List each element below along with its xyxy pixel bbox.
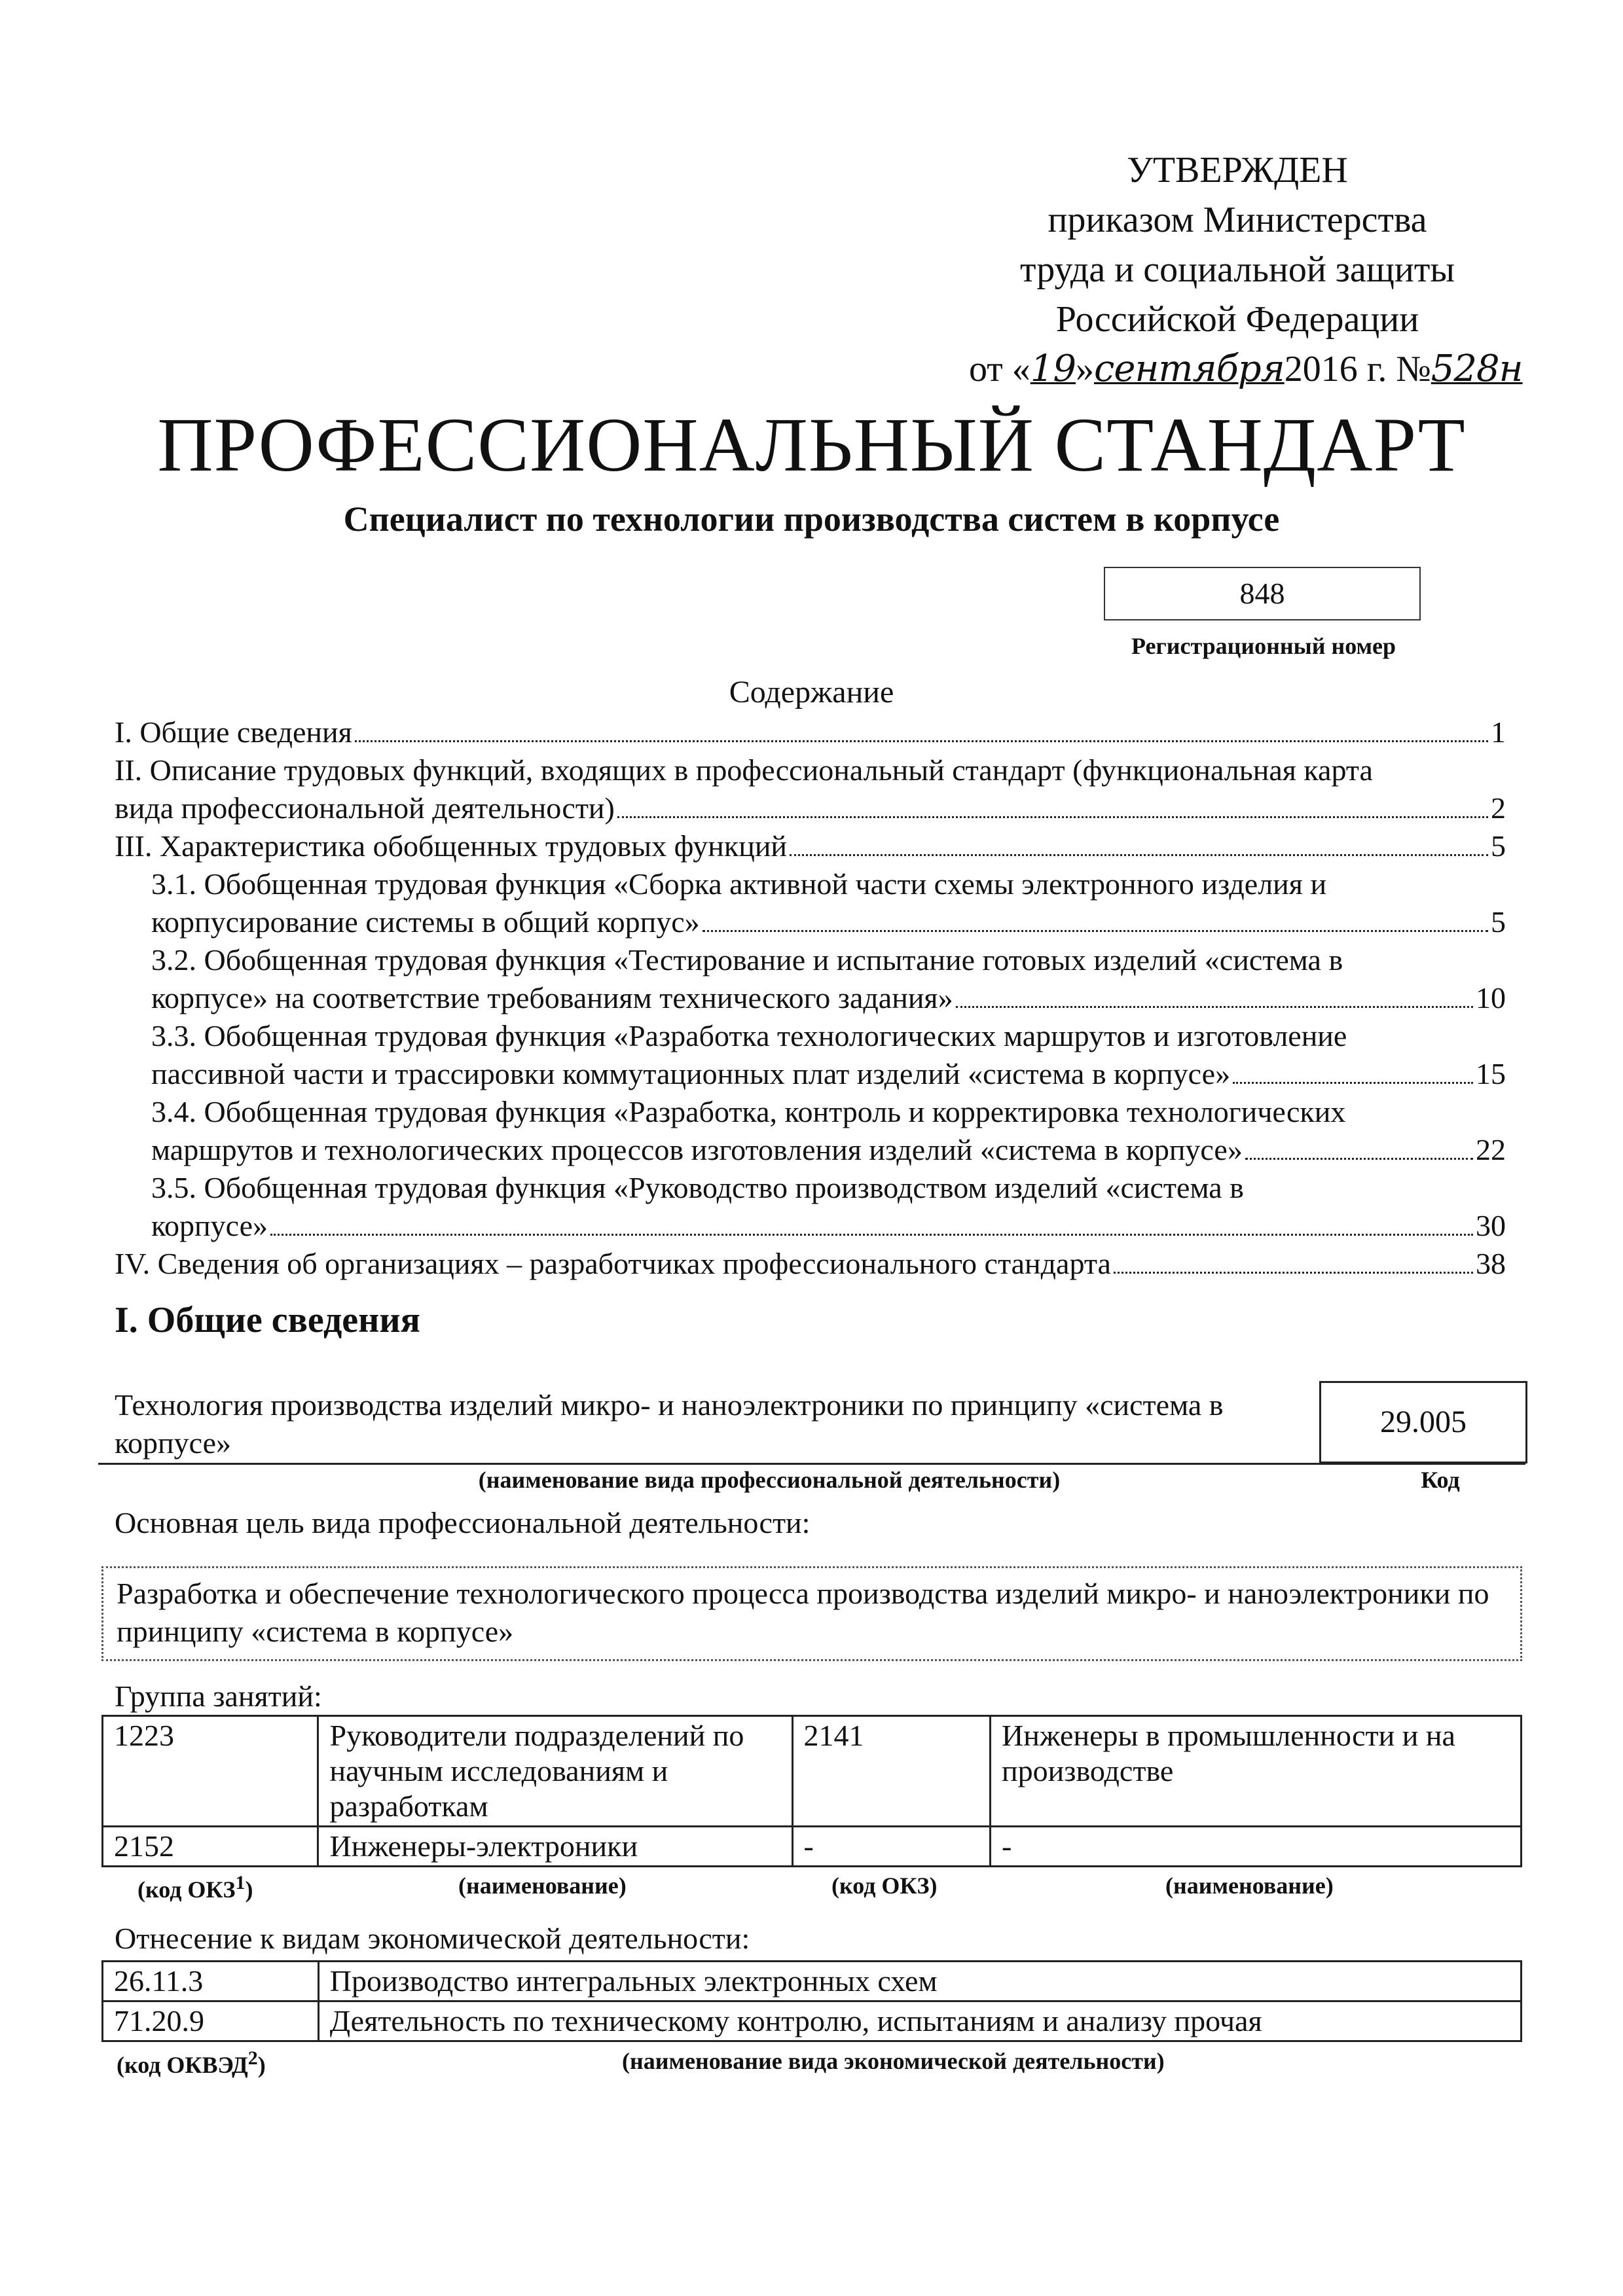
document-title: ПРОФЕССИОНАЛЬНЫЙ СТАНДАРТ [157,402,1466,488]
toc-entry-3[interactable] [115,827,1506,865]
econ-activity-name-cell: Производство интегральных электронных схем [318,1962,1521,2001]
toc-entry-text: пассивной части и трассировки коммутационных плат изделий «система в корпусе» [151,1057,1231,1090]
toc-entry-text: 3.2. Обобщенная трудовая функция «Тестирование и испытание готовых изделий «система в [151,943,1343,977]
toc-heading: Содержание [729,675,894,709]
economic-activity-table [101,1960,1522,2042]
econ-activity-name-caption: (наименование вида экономической деятельности) [622,2048,1165,2074]
occupation-name-caption-2: (наименование) [1165,1873,1334,1899]
toc-leader [1233,1082,1473,1084]
toc-entry-text: маршрутов и технологических процессов изготовления изделий «система в корпусе» [151,1133,1243,1166]
toc-entry-text: IV. Сведения об организациях – разработчиках профессионального стандарта [115,1247,1111,1280]
order-prefix: от « [969,349,1030,389]
toc-entry-3-1[interactable] [115,865,1506,941]
table-row [103,1827,1522,1867]
toc-entry-text: 3.1. Обобщенная трудовая функция «Сборка активной части схемы электронного изделия и [151,867,1327,901]
occupation-name-cell: - [991,1827,1522,1867]
approval-block [943,145,1532,394]
toc-page-number: 15 [1476,1057,1506,1090]
activity-underline [98,1463,1525,1465]
toc-entry-text: корпусе» [151,1209,268,1242]
toc-leader [790,854,1488,856]
registration-number-box: 848 [1104,567,1421,620]
code-caption: Код [1421,1467,1460,1493]
activity-kind-text: Технология производства изделий микро- и наноэлектроники по принципу «система в корпусе» [115,1388,1224,1460]
goal-label: Основная цель вида профессиональной деятельности: [115,1506,811,1539]
econ-activity-name-cell: Деятельность по техническому контролю, испытаниям и анализу прочая [318,2001,1521,2041]
goal-box: Разработка и обеспечение технологического процесса производства изделий микро- и наноэлектроники по принципу «система в корпусе» [101,1566,1522,1661]
toc-entry-text: 3.5. Обобщенная трудовая функция «Руководство производством изделий «система в [151,1171,1244,1204]
toc-page-number: 5 [1491,905,1506,939]
section-title: I. Общие сведения [115,1300,420,1340]
table-row [103,2001,1522,2041]
toc-entry-text: вида профессиональной деятельности) [115,791,615,825]
okved-code-cell: 71.20.9 [103,2001,319,2041]
approval-line-2: приказом Министерства [1048,200,1427,240]
order-year: 2016 г. № [1284,349,1431,389]
toc-page-number: 1 [1491,715,1506,749]
toc-entry-text: корпусирование системы в общий корпус» [151,905,700,939]
toc-entry-3-2[interactable] [115,941,1506,1017]
toc-entry-1[interactable] [115,713,1506,751]
okz-code-cell: 1223 [103,1716,318,1827]
occupation-group-table [101,1715,1522,1867]
toc-page-number: 5 [1491,829,1506,863]
toc-leader [1114,1272,1473,1274]
order-number: 528н [1431,348,1523,390]
document-subtitle: Специалист по технологии производства систем в корпусе [343,499,1280,539]
toc-entry-text: II. Описание трудовых функций, входящих в профессиональный стандарт (функциональная карта [115,753,1373,787]
okz-code-cell: 2141 [792,1716,991,1827]
table-row [103,1962,1522,2001]
toc-page-number: 10 [1476,981,1506,1014]
okz-code-caption-2: (код ОКЗ) [831,1873,938,1899]
toc-entry-text: 3.3. Обобщенная трудовая функция «Разработка технологических маршрутов и изготовление [151,1019,1347,1052]
occupation-name-cell: Инженеры-электроники [318,1827,792,1867]
table-of-contents [115,713,1506,1283]
toc-leader [355,740,1488,742]
occupation-name-caption: (наименование) [458,1873,627,1899]
toc-leader [270,1234,1473,1236]
toc-entry-3-5[interactable] [115,1169,1506,1245]
toc-entry-3-3[interactable] [115,1017,1506,1093]
toc-page-number: 30 [1476,1209,1506,1242]
toc-entry-text: корпусе» на соответствие требованиям технического задания» [151,981,953,1014]
toc-page-number: 38 [1476,1247,1506,1280]
toc-entry-text: III. Характеристика обобщенных трудовых функций [115,829,788,863]
okved-code-caption: (код ОКВЭД$^2$) [117,2047,266,2078]
toc-entry-2[interactable] [115,751,1506,827]
approval-line-4: Российской Федерации [1055,299,1419,340]
toc-page-number: 22 [1476,1133,1506,1166]
table-row [103,1716,1522,1827]
activity-caption: (наименование вида профессиональной деятельности) [478,1467,1061,1493]
toc-entry-text: I. Общие сведения [115,715,352,749]
group-label: Группа занятий: [115,1679,322,1713]
econ-label: Отнесение к видам экономической деятельности: [115,1922,750,1955]
order-mid: » [1076,349,1094,389]
toc-entry-4[interactable] [115,1245,1506,1283]
okz-code-cell: - [792,1827,991,1867]
order-month: сентября [1094,348,1285,390]
registration-number-caption: Регистрационный номер [1131,633,1396,659]
okz-code-cell: 2152 [103,1827,318,1867]
approval-line-3: труда и социальной защиты [1020,249,1455,290]
occupation-name-cell: Инженеры в промышленности и на производстве [991,1716,1522,1827]
occupation-name-cell: Руководители подразделений по научным исследованиям и разработкам [318,1716,792,1827]
activity-code-box: 29.005 [1319,1381,1527,1463]
toc-leader [617,816,1488,818]
toc-entry-text: 3.4. Обобщенная трудовая функция «Разработка, контроль и корректировка технологических [151,1095,1346,1128]
toc-leader [1245,1158,1473,1160]
toc-leader [702,930,1488,932]
okved-code-cell: 26.11.3 [103,1962,319,2001]
approval-order-line [943,344,1532,394]
toc-page-number: 2 [1491,791,1506,825]
toc-entry-3-4[interactable] [115,1093,1506,1169]
toc-leader [956,1006,1473,1008]
order-day: 19 [1030,348,1076,390]
okz-code-caption: (код ОКЗ$^1$) [137,1872,253,1903]
approval-line-1: УТВЕРЖДЕН [1127,150,1348,190]
